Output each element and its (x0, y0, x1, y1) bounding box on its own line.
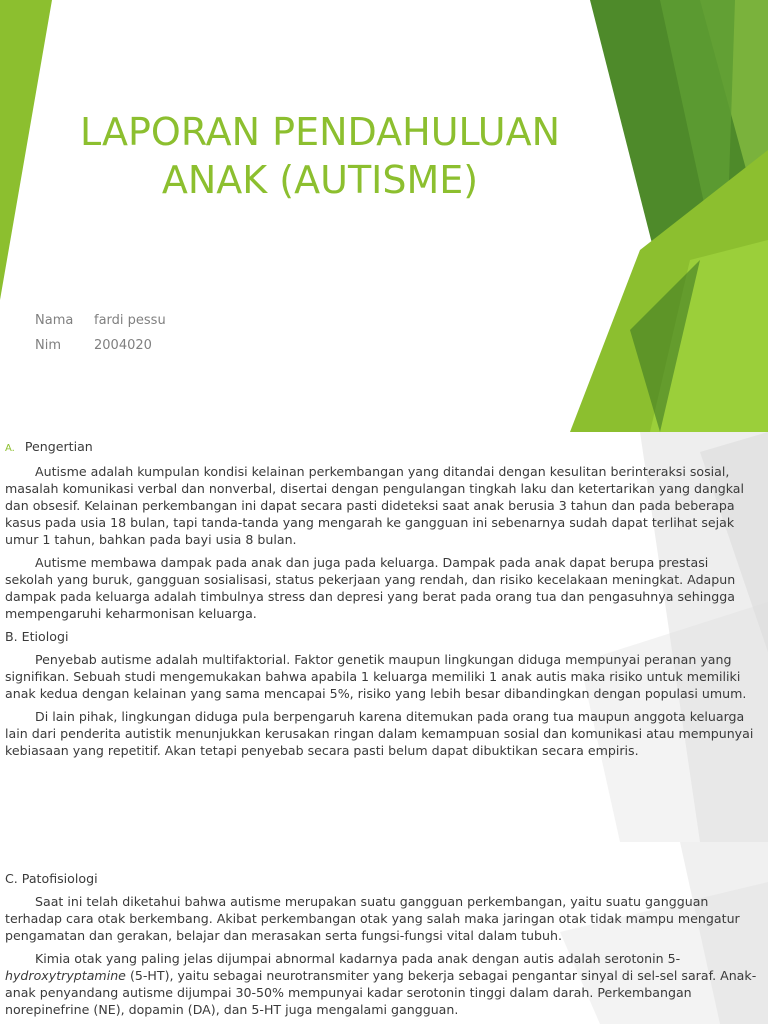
section-b-paragraph-2: Di lain pihak, lingkungan diduga pula berpengaruh karena ditemukan pada orang tua maupun anggota keluarga lain dari penderita autistik menunjukkan kerusakan ringan dalam kemampuan sosial dan komunikasi atau mempunyai kebiasaan yang repetitif. Akan tetapi penyebab secara pasti belum dapat dibuktikan secara empiris. (5, 709, 754, 758)
content-slide-2 (0, 842, 768, 1024)
slide-title (40, 108, 600, 204)
section-c-p2-end: (5-HT), yaitu sebagai neurotransmiter yang bekerja sebagai pengantar sinyal di sel-sel saraf. Anak-anak penyandang autisme dijumpai 30-50% mempunyai kadar serotonin tinggi dalam darah. Perkembangan norepinefrine (NE), dopamin (DA), dan 5-HT juga mengalami gangguan. (5, 968, 757, 1017)
section-c-paragraph-2 (5, 950, 757, 1018)
nim-label: Nim (35, 338, 61, 353)
section-c-p2-italic: hydroxytryptamine (5, 968, 126, 983)
section-c-heading: C. Patofisiologi (5, 871, 98, 886)
slide-3-text (5, 870, 757, 1024)
section-a-paragraph-2: Autisme membawa dampak pada anak dan juga pada keluarga. Dampak pada anak dapat berupa prestasi sekolah yang buruk, gangguan sosialisasi, status pekerjaan yang rendah, dan risiko kecelakaan meningkat. Adapun dampak pada keluarga adalah timbulnya stress dan depresi yang berat pada orang tua dan pengasuhnya sehingga mempengaruhi keharmonisan keluarga. (5, 555, 736, 621)
title-line-1: LAPORAN PENDAHULUAN (79, 110, 561, 154)
title-slide (0, 0, 768, 432)
section-a-paragraph-1: Autisme adalah kumpulan kondisi kelainan perkembangan yang ditandai dengan kesulitan berinteraksi sosial, masalah komunikasi verbal dan nonverbal, disertai dengan pengulangan tingkah laku dan ketertarikan yang dangkal dan obsesif. Kelainan perkembangan ini dapat secara pasti dideteksi saat anak berusia 3 tahun dan pada beberapa kasus pada usia 18 bulan, tapi tanda-tanda yang mengarah ke gangguan ini sebenarnya sudah dapat terlihat sejak umur 1 tahun, bahkan pada bayi usia 8 bulan. (5, 464, 744, 547)
title-line-2: ANAK (AUTISME) (161, 158, 479, 202)
section-c-paragraph-1: Saat ini telah diketahui bahwa autisme merupakan suatu gangguan perkembangan, yaitu suatu gangguan terhadap cara otak berkembang. Akibat perkembangan otak yang salah maka jaringan otak tidak mampu mengatur pengamatan dan gerakan, belajar dan merasakan serta fungsi-fungsi vital dalam tubuh. (5, 894, 740, 943)
name-row (35, 313, 166, 328)
section-a-letter: A. (5, 443, 15, 454)
name-value: fardi pessu (94, 313, 166, 328)
decorative-shapes (0, 0, 768, 432)
slide-2-text (5, 438, 757, 765)
content-slide-1 (0, 432, 768, 842)
name-label: Nama (35, 313, 74, 328)
nim-row (35, 338, 152, 353)
section-b-paragraph-1: Penyebab autisme adalah multifaktorial. Faktor genetik maupun lingkungan diduga mempunyai peranan yang signifikan. Sebuah studi mengemukakan bahwa apabila 1 keluarga memiliki 1 anak autis maka risiko untuk memiliki anak kedua dengan kelainan yang sama mencapai 5%, risiko yang lebih besar dibandingkan dengan populasi umum. (5, 652, 747, 701)
section-a-title: Pengertian (24, 439, 93, 454)
nim-value: 2004020 (94, 338, 152, 353)
section-b-heading: B. Etiologi (5, 629, 69, 644)
section-c-p2-start: Kimia otak yang paling jelas dijumpai abnormal kadarnya pada anak dengan autis adalah serotonin 5- (35, 951, 681, 966)
section-a-heading (5, 438, 757, 457)
